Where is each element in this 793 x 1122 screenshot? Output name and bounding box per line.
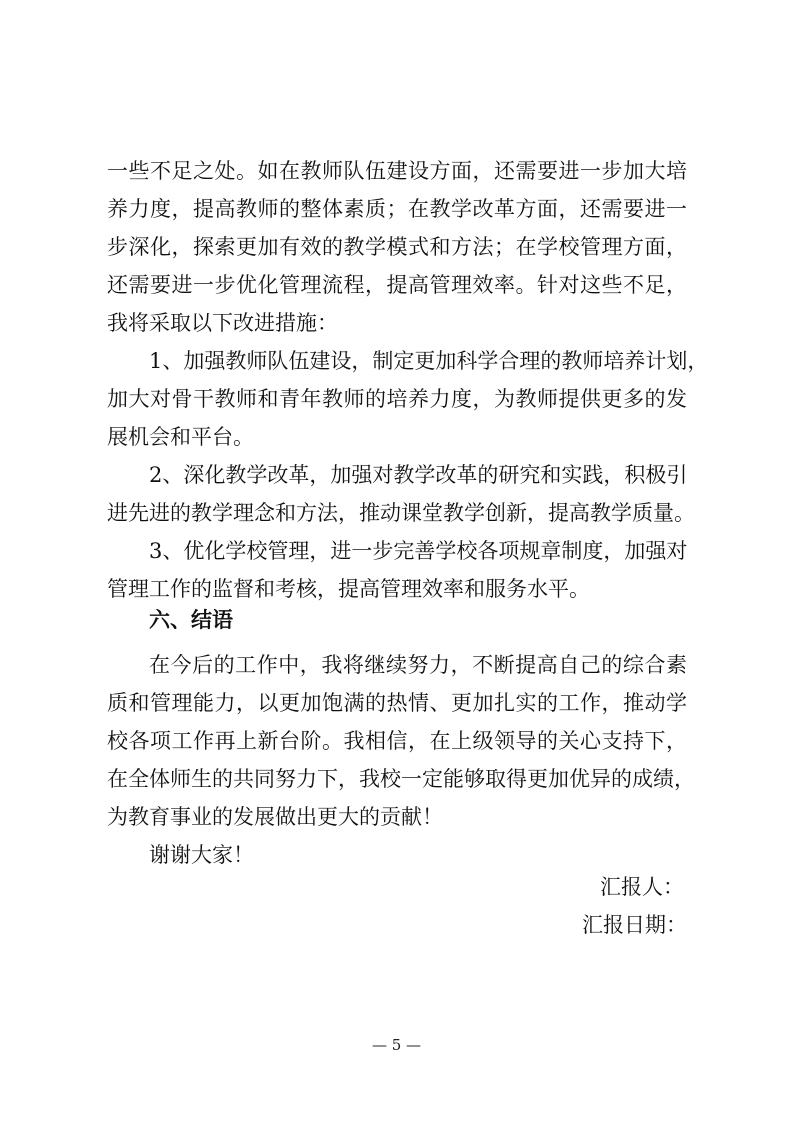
section-heading: 六、结语 [149,607,233,632]
conclusion-line: 质和管理能力，以更加饱满的热情、更加扎实的工作，推动学 [107,691,687,715]
measure-2-line: 2、深化教学改革，加强对教学改革的研究和实践，积极引 [149,463,688,487]
measure-1-line: 1、加强教师队伍建设，制定更加科学合理的教师培养计划， [149,349,709,373]
thanks-text: 谢谢大家！ [149,843,254,867]
reporter-label: 汇报人： [600,875,684,899]
conclusion-line: 在今后的工作中，我将继续努力，不断提高自己的综合素 [149,653,687,677]
text-line: 我将采取以下改进措施： [107,311,338,335]
text-line: 一些不足之处。如在教师队伍建设方面，还需要进一步加大培 [107,159,687,183]
report-date-label: 汇报日期： [582,913,687,937]
conclusion-line: 校各项工作再上新台阶。我相信，在上级领导的关心支持下， [107,729,687,753]
measure-3-line: 管理工作的监督和考核，提高管理效率和服务水平。 [107,577,590,601]
text-line: 还需要进一步优化管理流程，提高管理效率。针对这些不足， [107,273,687,297]
conclusion-line: 为教育事业的发展做出更大的贡献！ [107,805,443,829]
measure-1-line: 展机会和平台。 [107,425,254,449]
conclusion-line: 在全体师生的共同努力下，我校一定能够取得更加优异的成绩， [107,767,695,791]
measure-2-line: 进先进的教学理念和方法，推动课堂教学创新，提高教学质量。 [107,501,695,525]
text-line: 步深化，探索更加有效的教学模式和方法；在学校管理方面， [107,235,687,259]
measure-3-line: 3、优化学校管理，进一步完善学校各项规章制度，加强对 [149,539,688,563]
text-line: 养力度，提高教师的整体素质；在教学改革方面，还需要进一 [107,197,687,221]
measure-1-line: 加大对骨干教师和青年教师的培养力度，为教师提供更多的发 [107,387,687,411]
page-number: — 5 — [371,1036,422,1054]
